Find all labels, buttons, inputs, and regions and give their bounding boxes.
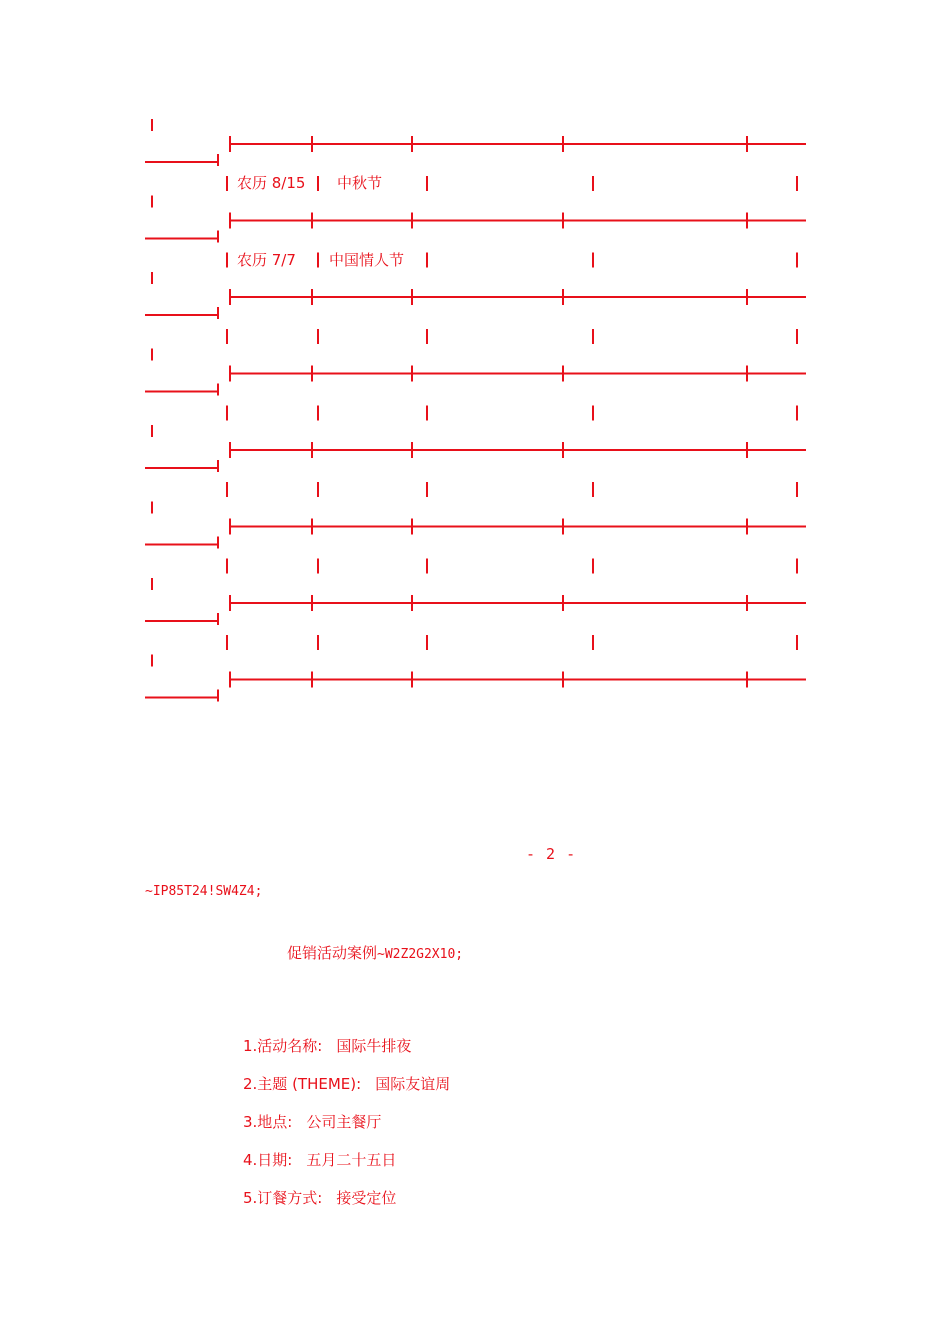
detail-value: 国际友谊周 xyxy=(375,1075,451,1093)
page-number: - 2 - xyxy=(526,845,577,863)
detail-label: 5.订餐方式: xyxy=(243,1189,323,1207)
detail-label: 2.主题 (THEME): xyxy=(243,1075,362,1093)
detail-label: 1.活动名称: xyxy=(243,1037,323,1055)
detail-item xyxy=(243,1074,450,1112)
detail-value: 五月二十五日 xyxy=(306,1151,397,1169)
code-line: ~IP85T24!SW4Z4; xyxy=(145,884,263,899)
document-title xyxy=(287,942,463,963)
detail-value: 国际牛排夜 xyxy=(336,1037,412,1055)
title-text: 促销活动案例 xyxy=(287,944,378,962)
cell-festival: 中国情人节 xyxy=(329,250,405,269)
cell-lunar-date: 农历 7/7 xyxy=(237,250,296,269)
cell-festival: 中秋节 xyxy=(337,174,383,192)
detail-label: 4.日期: xyxy=(243,1151,293,1169)
detail-label: 3.地点: xyxy=(243,1113,293,1131)
cell-lunar-date: 农历 8/15 xyxy=(237,174,306,192)
detail-value: 接受定位 xyxy=(336,1189,397,1207)
detail-value: 公司主餐厅 xyxy=(306,1113,382,1131)
detail-item xyxy=(243,1036,450,1074)
title-code: ~W2Z2G2X10; xyxy=(377,947,464,962)
detail-item xyxy=(243,1150,450,1188)
detail-item xyxy=(243,1188,450,1226)
activity-details xyxy=(243,1036,450,1226)
detail-item xyxy=(243,1112,450,1150)
